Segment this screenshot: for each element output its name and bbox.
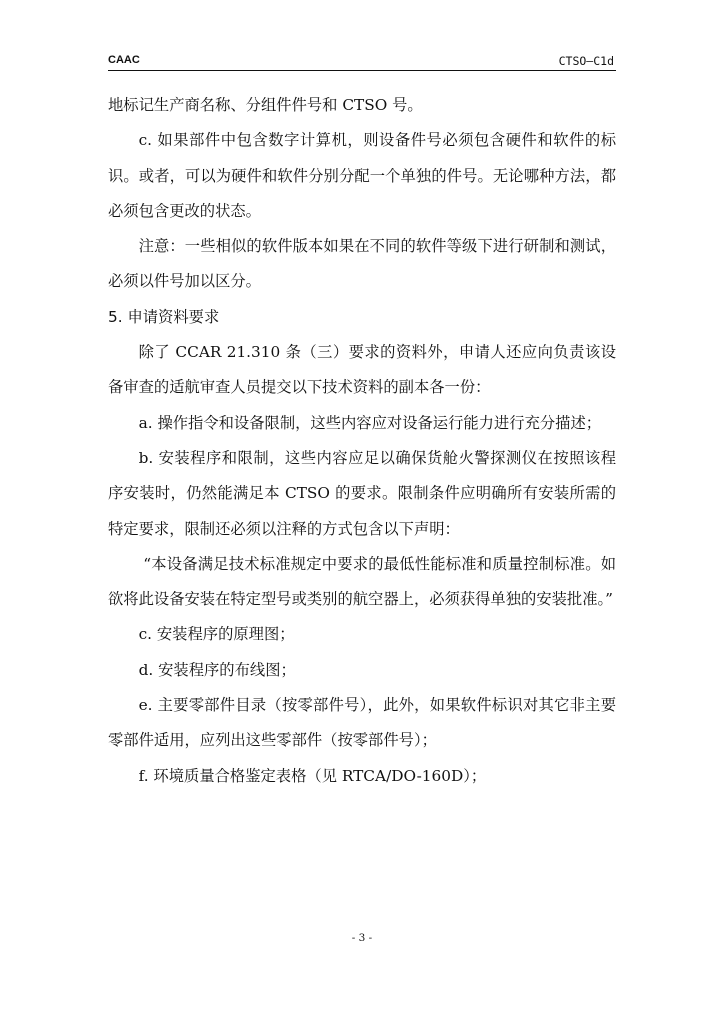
page-header [108, 52, 616, 68]
list-item: c. 安装程序的原理图； [138, 625, 295, 644]
section-heading: 5. 申请资料要求 [108, 307, 220, 326]
paragraph: c. 如果部件中包含数字计算机，则设备件号必须包含硬件和软件的标识。或者，可以为硬件和软件分别分配一个单独的件号。无论哪种方法，都必须包含更改的状态。 [108, 131, 616, 220]
list-item: e. 主要零部件目录（按零部件号），此外，如果软件标识对其它非主要零部件适用，应列出这些零部件（按零部件号）； [108, 696, 616, 750]
quoted-statement: “本设备满足技术标准规定中要求的最低性能标准和质量控制标准。如欲将此设备安装在特定型号或类别的航空器上，必须获得单独的安装批准。” [108, 554, 616, 609]
list-item: f. 环境质量合格鉴定表格（见 RTCA/DO-160D）； [138, 766, 487, 785]
document-body [108, 88, 616, 794]
paragraph: 除了 CCAR 21.310 条（三）要求的资料外，申请人还应向负责该设备审查的适航审查人员提交以下技术资料的副本各一份： [108, 343, 616, 397]
list-item: b. 安装程序和限制，这些内容应足以确保货舱火警探测仪在按照该程序安装时，仍然能满足本 CTSO 的要求。限制条件应明确所有安装所需的特定要求，限制还必须以注释的方式包含以下声明： [108, 448, 616, 538]
page-number: - 3 - [351, 932, 373, 944]
list-item: d. 安装程序的布线图； [138, 660, 296, 679]
paragraph: 地标记生产商名称、分组件件号和 CTSO 号。 [108, 96, 423, 114]
header-rule [108, 70, 616, 71]
list-item: a. 操作指令和设备限制，这些内容应对设备运行能力进行充分描述； [138, 413, 602, 432]
header-left: CAAC [108, 54, 140, 66]
note-paragraph: 注意：一些相似的软件版本如果在不同的软件等级下进行研制和测试，必须以件号加以区分。 [108, 237, 616, 291]
header-right: CTSO—C1d [558, 54, 614, 68]
